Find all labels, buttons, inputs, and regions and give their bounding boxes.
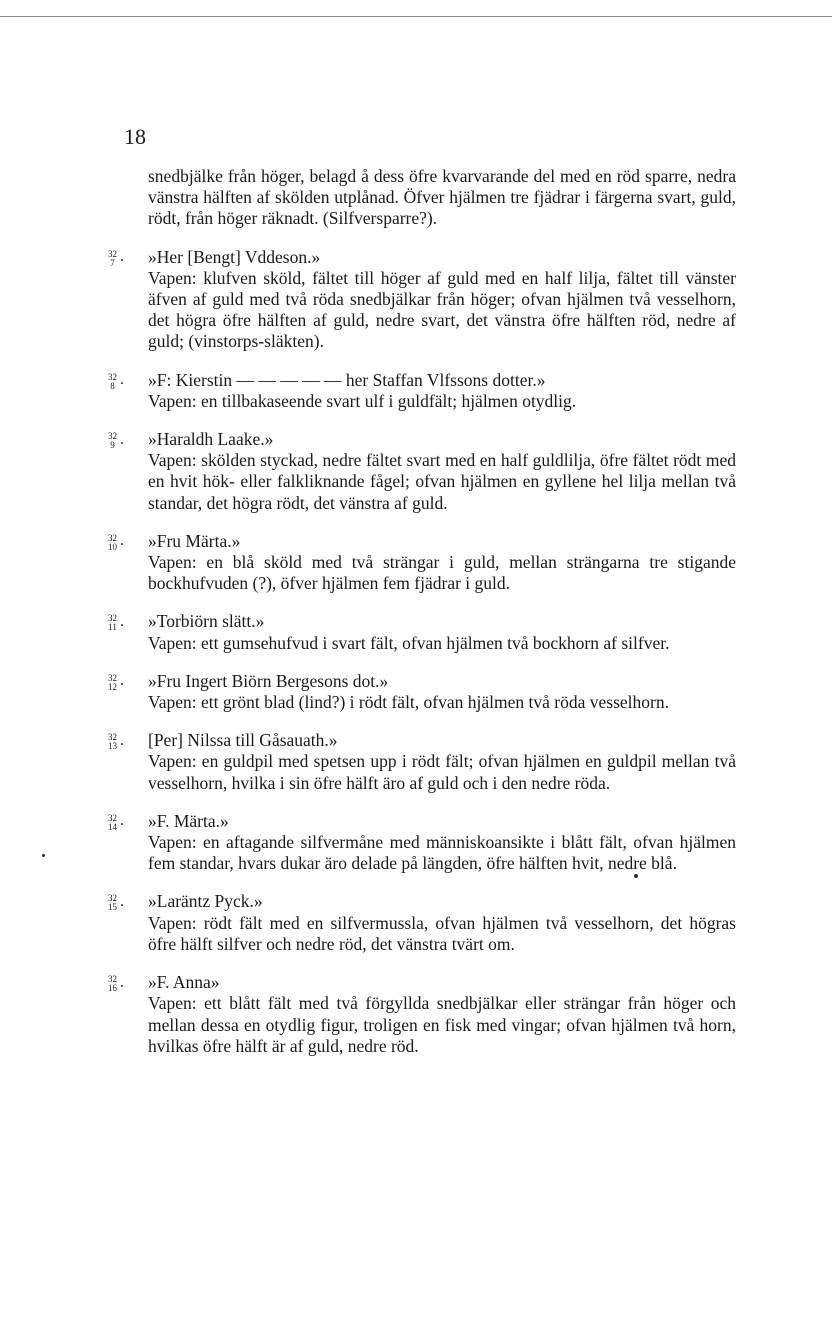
entry-inscription: [Per] Nilssa till Gåsauath.» bbox=[148, 730, 338, 751]
entry-fraction bbox=[108, 614, 117, 631]
entry-fraction bbox=[108, 975, 117, 992]
entry-32-11 bbox=[108, 611, 736, 653]
entry-blazon: Vapen: ett gumsehufvud i svart fält, ofvan hjälmen två bockhorn af silfver. bbox=[148, 632, 670, 653]
entry-fraction bbox=[108, 894, 117, 911]
entry-inscription: »Fru Ingert Biörn Bergesons dot.» bbox=[148, 670, 389, 691]
entry-32-10 bbox=[108, 530, 736, 595]
entry-blazon: Vapen: en aftagande silfvermåne med människoansikte i blått fält, ofvan hjälmen fem standar, hvars dukar äro delade på längden, öfre hälften hvit, nedre blå. bbox=[148, 832, 736, 874]
intro-paragraph: snedbjälke från höger, belagd å dess öfre kvarvarande del med en röd sparre, nedra vänstra hälften af skölden utplånad. Öfver hjälmen tre fjädrar i färgerna svart, guld, rödt, från höger räknadt. (Silfversparre?). bbox=[148, 166, 736, 229]
entry-number bbox=[108, 894, 140, 911]
entry-number bbox=[108, 814, 140, 831]
entry-32-14 bbox=[108, 810, 736, 875]
entry-inscription: »Fru Märta.» bbox=[148, 530, 241, 551]
entry-number bbox=[108, 373, 140, 390]
entry-number-top: 32 bbox=[108, 812, 117, 823]
entry-number-dot: . bbox=[120, 371, 124, 389]
entry-number-bottom: 8 bbox=[110, 380, 115, 391]
entry-number-top: 32 bbox=[108, 371, 117, 382]
entry-inscription: »F. Märta.» bbox=[148, 810, 229, 831]
top-rule bbox=[0, 16, 832, 17]
entry-fraction bbox=[108, 733, 117, 750]
entry-number-bottom: 10 bbox=[108, 541, 117, 552]
entry-number-top: 32 bbox=[108, 248, 117, 259]
entry-blazon: Vapen: klufven sköld, fältet till höger af guld med en half lilja, fältet till vänster äfven af guld med två röda snedbjälkar från höger; ofvan hjälmen två vesselhorn, det högra öfre hälften af guld, nedre svart, det vänstra öfre hälften röd, nedre af guld; (vinstorps-släkten). bbox=[148, 267, 736, 352]
entry-inscription: »Haraldh Laake.» bbox=[148, 429, 274, 450]
entry-number-bottom: 9 bbox=[110, 440, 115, 451]
entry-number bbox=[108, 975, 140, 992]
entry-number-top: 32 bbox=[108, 732, 117, 743]
entry-32-16 bbox=[108, 972, 736, 1057]
entry-fraction bbox=[108, 250, 117, 267]
entry-number-dot: . bbox=[120, 672, 124, 690]
entry-32-12 bbox=[108, 670, 736, 713]
entry-number-dot: . bbox=[120, 248, 124, 266]
entry-blazon: Vapen: ett blått fält med två förgyllda snedbjälkar eller strängar från höger och mellan dessa en otydlig figur, troligen en fisk med vingar; ofvan hjälmen två horn, hvilkas öfre hälft är af guld, nedre röd. bbox=[148, 993, 736, 1056]
entry-32-9 bbox=[108, 429, 736, 514]
entry-32-8 bbox=[108, 369, 736, 412]
text-column bbox=[108, 166, 736, 1057]
entry-number-top: 32 bbox=[108, 672, 117, 683]
entry-blazon: Vapen: skölden styckad, nedre fältet svart med en half guldlilja, öfre fältet rödt med en hvit hök- eller falkliknande fågel; ofvan hjälmen en gyllene hel lilja mellan två standar, det högra rödt, det vänstra af guld. bbox=[148, 450, 736, 513]
page-number: 18 bbox=[124, 124, 146, 149]
entry-fraction bbox=[108, 432, 117, 449]
entry-inscription: »F: Kierstin — — — — — her Staffan Vlfssons dotter.» bbox=[148, 369, 546, 390]
entry-blazon: Vapen: en guldpil med spetsen upp i rödt fält; ofvan hjälmen en guldpil mellan två vesselhorn, hvilka i sin öfre hälft äro af guld och i den nedre röda. bbox=[148, 751, 736, 793]
entry-number-bottom: 7 bbox=[110, 257, 115, 268]
entry-number-bottom: 15 bbox=[108, 902, 117, 913]
entry-number bbox=[108, 733, 140, 750]
entry-number-top: 32 bbox=[108, 974, 117, 985]
entry-number-dot: . bbox=[120, 812, 124, 830]
entry-inscription: »Laräntz Pyck.» bbox=[148, 891, 263, 912]
entry-number-dot: . bbox=[120, 973, 124, 991]
entry-number-top: 32 bbox=[108, 431, 117, 442]
print-speck bbox=[42, 854, 45, 857]
entry-inscription: »Torbiörn slätt.» bbox=[148, 611, 265, 632]
entry-inscription: »F. Anna» bbox=[148, 972, 220, 993]
entry-number bbox=[108, 534, 140, 551]
entry-number-bottom: 13 bbox=[108, 741, 117, 752]
entry-32-7 bbox=[108, 246, 736, 353]
entry-number-dot: . bbox=[120, 430, 124, 448]
entry-number-top: 32 bbox=[108, 532, 117, 543]
entry-fraction bbox=[108, 534, 117, 551]
entry-fraction bbox=[108, 674, 117, 691]
entry-number bbox=[108, 674, 140, 691]
entry-fraction bbox=[108, 814, 117, 831]
entry-32-15 bbox=[108, 891, 736, 955]
entry-number bbox=[108, 432, 140, 449]
entry-blazon: Vapen: en blå sköld med två strängar i guld, mellan strängarna tre stigande bockhufvuden (?), öfver hjälmen fem fjädrar i guld. bbox=[148, 552, 736, 594]
entry-fraction bbox=[108, 373, 117, 390]
entry-number-top: 32 bbox=[108, 893, 117, 904]
print-speck bbox=[634, 874, 638, 878]
entry-inscription: »Her [Bengt] Vddeson.» bbox=[148, 246, 321, 267]
entry-32-13 bbox=[108, 730, 736, 794]
entry-number-dot: . bbox=[120, 731, 124, 749]
entry-number-dot: . bbox=[120, 612, 124, 630]
entry-number bbox=[108, 250, 140, 267]
entry-number-top: 32 bbox=[108, 613, 117, 624]
entry-blazon: Vapen: rödt fält med en silfvermussla, ofvan hjälmen två vesselhorn, det högras öfre hälft silfver och nedre röd, det vänstra tvärt om. bbox=[148, 912, 736, 954]
entry-number-dot: . bbox=[120, 892, 124, 910]
entry-number-bottom: 14 bbox=[108, 821, 117, 832]
entry-number-bottom: 11 bbox=[108, 622, 117, 633]
entry-number-bottom: 12 bbox=[108, 681, 117, 692]
entry-blazon: Vapen: ett grönt blad (lind?) i rödt fält, ofvan hjälmen två röda vesselhorn. bbox=[148, 692, 669, 713]
entry-number-dot: . bbox=[120, 532, 124, 550]
entry-blazon: Vapen: en tillbakaseende svart ulf i guldfält; hjälmen otydlig. bbox=[148, 390, 577, 411]
entry-number bbox=[108, 614, 140, 631]
entry-number-bottom: 16 bbox=[108, 983, 117, 994]
